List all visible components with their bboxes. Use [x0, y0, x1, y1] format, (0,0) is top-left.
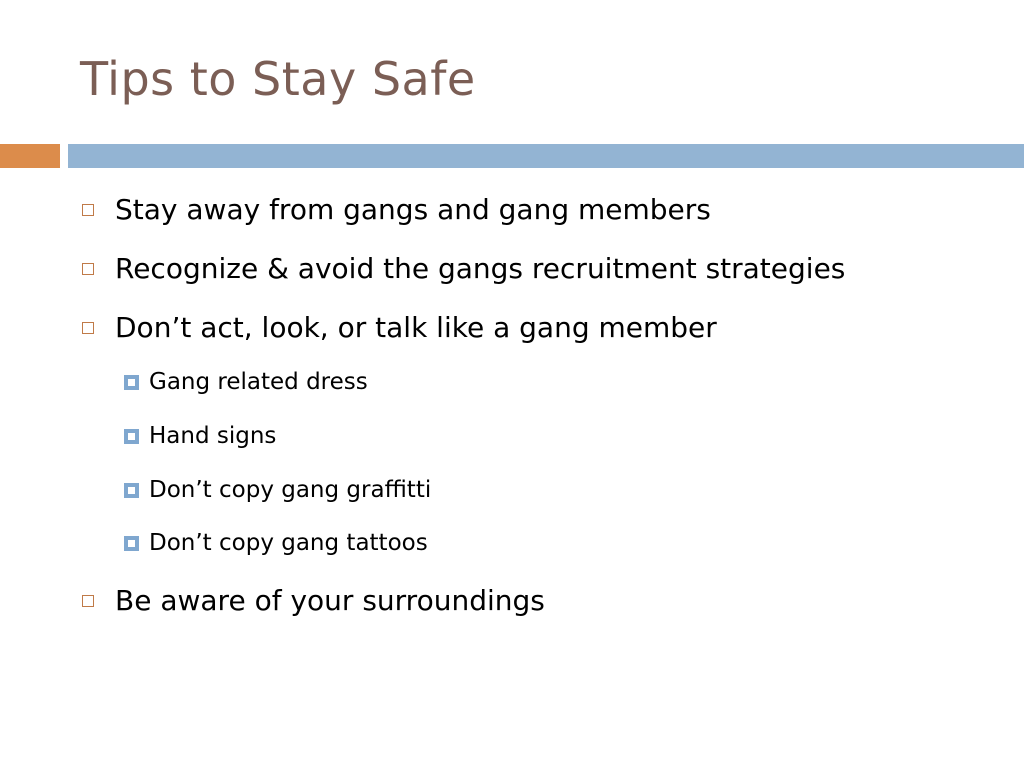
sub-bullet-text: Don’t copy gang tattoos — [149, 530, 428, 556]
bullet-text: Be aware of your surroundings — [115, 584, 545, 617]
sub-bullet-item — [124, 530, 428, 556]
bullet-text: Recognize & avoid the gangs recruitment strategies — [115, 252, 846, 285]
filled-square-icon — [124, 375, 139, 390]
hollow-square-icon — [82, 595, 94, 607]
sub-bullet-text: Gang related dress — [149, 369, 368, 395]
sub-bullet-text: Hand signs — [149, 423, 277, 449]
bullet-item — [82, 193, 711, 226]
bullet-text: Stay away from gangs and gang members — [115, 193, 711, 226]
sub-bullet-item — [124, 369, 368, 395]
sub-bullet-text: Don’t copy gang graffitti — [149, 477, 432, 503]
bullet-item — [82, 252, 845, 285]
bullet-text: Don’t act, look, or talk like a gang member — [115, 311, 717, 344]
hollow-square-icon — [82, 322, 94, 334]
slide-title: Tips to Stay Safe — [80, 52, 476, 106]
accent-bar-orange — [0, 144, 60, 168]
hollow-square-icon — [82, 263, 94, 275]
hollow-square-icon — [82, 204, 94, 216]
filled-square-icon — [124, 483, 139, 498]
bullet-item — [82, 584, 545, 617]
sub-bullet-item — [124, 423, 276, 449]
filled-square-icon — [124, 536, 139, 551]
bullet-item — [82, 311, 717, 344]
sub-bullet-item — [124, 477, 431, 503]
accent-bar-blue — [68, 144, 1024, 168]
filled-square-icon — [124, 429, 139, 444]
